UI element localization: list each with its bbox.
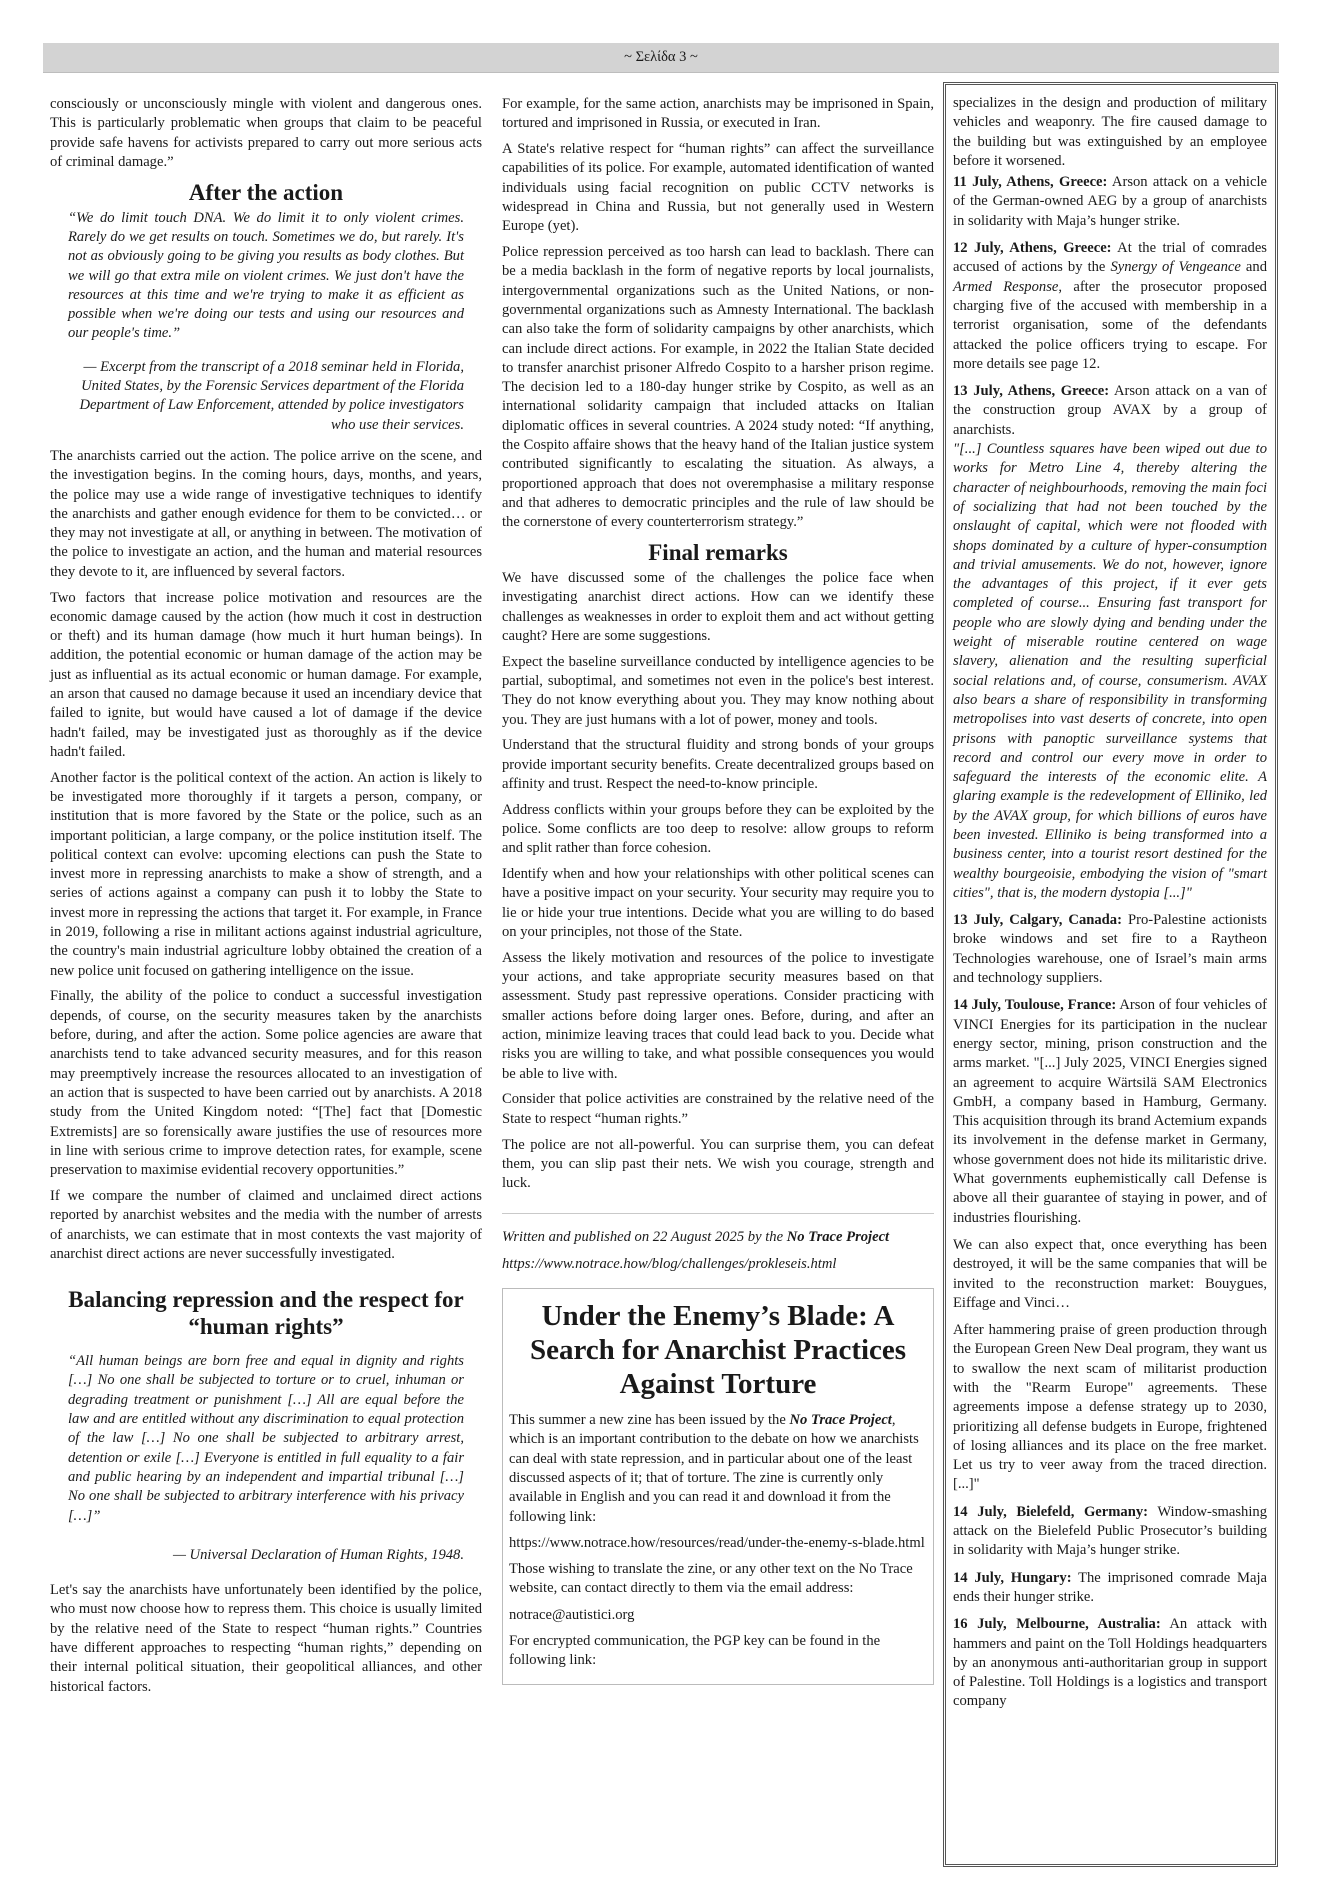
entry-date: 16 July, Melbourne, Australia: (953, 1616, 1161, 1633)
paragraph: Two factors that increase police motivation and resources are the economic damage caused by the action (how much it cost in destruction or theft) and its human damage (how much it hurt human beings). In addition, the potential economic or human damage of the action may be just as influential as its actual economic or human damage. For example, an arson that caused no damage because it used an incendiary device that failed to ignite, but would have caused a lot of damage if the device hadn't failed, may be investigated just as thoroughly as if the device hadn't failed. (50, 589, 482, 760)
quote-udhr: “All human beings are born free and equal in dignity and rights […] No one shall be subjected to torture or to cruel, inhuman or degrading treatment or punishment […] All are equal before the law and are entitled without any discrimination to equal protection of the law […] No one shall be subjected to arbitrary arrest, detention or exile […] Everyone is entitled in full equality to a fair and public hearing by an independent and impartial tribunal […] No one shall be subjected to arbitrary interference with his privacy […]” (68, 1353, 464, 1524)
paragraph: Police repression perceived as too harsh can lead to backlash. There can be a media backlash in the form of negative reports by local journalists, intergovernmental organizations such as the United Nations, or non-governmental organizations such as Amnesty International. The backlash can also take the form of solidarity campaigns by other anarchists, which can include direct actions. For example, in 2022 the Italian State decided to transfer anarchist prisoner Alfredo Cospito to a harsher prison regime. The decision led to a 180-day hunger strike by Cospito, as well as an international solidarity campaign that included attacks on Italian diplomatic offices in several countries. A 2024 study noted: “If anything, the Cospito affaire shows that the heavy hand of the Italian justice system contributed significantly to escalating the situation. As always, a proportioned approach that does not overemphasise a military response and that adheres to democratic principles and the rule of law should be the cornerstone of every counterterrorism strategy.” (502, 244, 934, 531)
zine-url[interactable]: https://www.notrace.how/resources/read/under-the-enemy-s-blade.html (509, 1534, 925, 1551)
entry-text: and (1240, 259, 1267, 276)
text-span: This summer a new zine has been issued by the (509, 1412, 786, 1429)
paragraph: Understand that the structural fluidity and strong bonds of your groups provide important security benefits. Create decentralized groups based on affinity and trust. Respect the need-to-know principle. (502, 737, 934, 792)
paragraph: We can also expect that, once everything has been destroyed, it will be the same companies that will be invited to the reconstruction market: Bouygues, Eiffage and Vinci… (953, 1236, 1267, 1311)
entry-text: At the trial of comrades accused of actions by the (953, 240, 1267, 276)
entry-group-name: Synergy of Vengeance (1110, 259, 1241, 276)
email-address[interactable]: notrace@autistici.org (509, 1606, 635, 1623)
paragraph: The anarchists carried out the action. The police arrive on the scene, and the investigation begins. In the coming hours, days, months, and years, the police may use a wide range of investigative techniques to identify the anarchists and gather enough evidence for them to be convicted… or they may not investigate at all, or anything in between. The motivation of the police to investigate an action, and the human and material resources they devote to it, are influenced by several factors. (50, 447, 482, 580)
heading-final-remarks: Final remarks (648, 540, 788, 566)
credit-text: Written and published on 22 August 2025 by the (502, 1229, 784, 1246)
page-header (43, 43, 1279, 73)
column-left (50, 95, 482, 1703)
paragraph: For example, for the same action, anarchists may be imprisoned in Spain, tortured and imprisoned in Russia, or executed in Iran. (502, 96, 934, 132)
chronicle-entry (953, 382, 1267, 440)
paragraph: Identify when and how your relationships with other political scenes can have a positive impact on your security. Your security may require you to lie or hide your true intentions. Decide what you are willing to do based on your principles, not those of the State. (502, 866, 934, 941)
entry-text: Arson of four vehicles of VINCI Energies for its participation in the nuclear energy sector, mining, prison construction and the arms market. "[...] July 2025, VINCI Energies signed an agreement to acquire Wärtsilä SAM Electronics GmbH, a company based in Hamburg, Germany. This acquisition through its brand Actemium expands its involvement in the defense market in Germany, whose government does not hide its militaristic drive. What governments euphemistically call Defense is above all their guarantee of staying in power, and of industries flourishing. (953, 997, 1267, 1226)
credit-org: No Trace Project (786, 1229, 890, 1246)
entry-date: 13 July, Calgary, Canada: (953, 912, 1122, 929)
entry-text: Window-smashing attack on the Bielefeld Public Prosecutor’s building in solidarity with Maja’s hunger strike. (953, 1503, 1267, 1559)
entry-date: 14 July, Toulouse, France: (953, 997, 1117, 1014)
paragraph: specializes in the design and production of military vehicles and weaponry. The fire caused damage to the building but was extinguished by an employee before it worsened. (953, 95, 1267, 169)
org-name: No Trace Project (789, 1412, 892, 1429)
chronicle-entry (953, 1615, 1267, 1711)
entry-date: 14 July, Bielefeld, Germany: (953, 1503, 1148, 1520)
paragraph: Those wishing to translate the zine, or any other text on the No Trace website, can contact directly to them via the email address: (509, 1561, 913, 1597)
chronicle-entry (953, 1503, 1267, 1561)
paragraph: After hammering praise of green production through the European Green New Deal program, they want us to swallow the next scam of militarist production with the "Rearm Europe" agreements. These agreements impose a defense strategy up to 2030, prioritizing all defense budgets in Europe, frightened of losing alliances and its place on the free market. Let us try to veer away from the traced direction. [...]" (953, 1322, 1267, 1493)
entry-date: 12 July, Athens, Greece: (953, 240, 1112, 257)
entry-text: , after the prosecutor proposed charging five of the accused with membership in a terrorist organisation, some of the defendants attacked the police officers trying to escape. For more details see page 12. (953, 278, 1267, 372)
entry-group-name: Armed Response (953, 278, 1059, 295)
paragraph: If we compare the number of claimed and unclaimed direct actions reported by anarchist websites and the media with the number of arrests of anarchists, we can estimate that in most contexts the vast majority of anarchist direct actions are never successfully investigated. (50, 1187, 482, 1262)
text-span: , which is an important contribution to the debate on how we anarchists can deal with state repression, and in particular about one of the least discussed aspects of it; that of torture. The zine is currently only available in English and you can read it and download it from the following link: (509, 1412, 919, 1525)
paragraph: Another factor is the political context of the action. An action is likely to be investigated more thoroughly if it targets a person, company, or institution that is more favored by the State or the police, such as an important politician, a large company, or the police institution itself. The political context can evolve: upcoming elections can push the State to invest more in repressing anarchists to make a show of strength, and a series of actions against a company can push it to lobby the State to invest more in repressing the actions that target it. For example, in France in 2019, following a rise in militant actions against industrial agriculture, the country's main industrial agriculture lobby obtained the creation of a new police unit focused on gathering intelligence on the issue. (50, 769, 482, 979)
quote-attribution: — Universal Declaration of Human Rights, 1948. (172, 1546, 464, 1563)
entry-text: The imprisoned comrade Maja ends their hunger strike. (953, 1569, 1267, 1605)
entry-text: Arson attack on a van of the construction group AVAX by a group of anarchists. (953, 383, 1267, 438)
paragraph: Finally, the ability of the police to conduct a successful investigation depends, of course, on the security measures taken by the anarchists before, during, and after the action. Some police agencies are aware that anarchists tend to take advanced security measures, and for this reason may preemptively increase the resources allocated to an investigation of an action that is suspected to have been carried out by anarchists. A 2018 study from the United Kingdom noted: “[The] fact that [Domestic Extremists] are so forensically aware justifies the use of resources more in line with serious crime to improve detection rates, for example, scene preservation to maximise evidential recovery opportunities.” (50, 988, 482, 1179)
entry-text: An attack with hammers and paint on the Toll Holdings headquarters by an anonymous anti-authoritarian group in support of Palestine. Toll Holdings is a logistics and transport company (953, 1616, 1267, 1710)
chronicle-entry (953, 173, 1267, 231)
entry-quote: "[...] Countless squares have been wiped out due to works for Metro Line 4, thereby altering the character of neighbourhoods, removing the main foci of socializing that had not been touched by the onslaught of capital, which were not flooded with shops dominated by a culture of hyper-consumption and trivial amusements. We do not, however, ignore the advantages of this project, if it ever gets completed of course... Ensuring fast transport for people who are slowly dying and bending under the weight of miserable routine centered on wage slavery, alienation and the resulting superficial social relations and, of course, consumerism. AVAX also bears a share of responsibility in transforming metropolises into vast deserts of concrete, into open prisons with panoptic surveillance systems that record and control our every move in order to safeguard the interests of the economic elite. A glaring example is the redevelopment of Elliniko, led by the AVAX group, for which billions of euros have been invested. Elliniko is being transformed into a business center, into a tourist resort destined for the wealthy bourgeoisie, embodying the vision of "smart cities", that is, the modern dystopia [...]" (953, 441, 1267, 901)
paragraph: For encrypted communication, the PGP key can be found in the following link: (509, 1633, 881, 1669)
heading-after-the-action: After the action (188, 179, 344, 205)
entry-date: 13 July, Athens, Greece: (953, 383, 1110, 400)
chronicle-entry (953, 911, 1267, 988)
paragraph: Address conflicts within your groups before they can be exploited by the police. Some conflicts are too deep to resolve: allow groups to reform and split rather than force cohesion. (502, 801, 934, 857)
paragraph (509, 1411, 927, 1527)
quote-fdle: “We do limit touch DNA. We do limit it to only violent crimes. Rarely do we get results on touch. Sometimes we do, but rarely. It's not as obviously going to be giving you results as body clothes. But we will go that extra mile on violent crimes. We just don't have the resources at this time and we're trying to make it as efficient as possible when we're doing our tests and using our resources and our people's time.” (68, 209, 464, 342)
page-number-label: ~ Σελίδα 3 ~ (624, 49, 698, 65)
heading-balancing-repression: Balancing repression and the respect for “human rights” (68, 1287, 464, 1340)
quote-attribution: — Excerpt from the transcript of a 2018 seminar held in Florida, United States, by the Forensic Services department of the Florida Department of Law Enforcement, attended by police investigators who use their services. (79, 358, 464, 433)
entry-text: Pro-Palestine actionists broke windows and set fire to a Raytheon Technologies warehouse, one of Israel’s main arms and technology suppliers. (953, 912, 1267, 987)
credit-url[interactable]: https://www.notrace.how/blog/challenges/prokleseis.html (502, 1255, 837, 1272)
paragraph: We have discussed some of the challenges the police face when investigating anarchist direct actions. How can we identify these challenges as weaknesses in order to exploit them and act without getting caught? Here are some suggestions. (502, 570, 934, 644)
chronicle-entry (953, 1569, 1267, 1608)
paragraph: Expect the baseline surveillance conducted by intelligence agencies to be partial, suboptimal, and sometimes not even in the police's best interest. They do not know everything about you. They may know nothing about you. They are just humans with a lot of power, money and tools. (502, 653, 934, 728)
entry-date: 11 July, Athens, Greece: (953, 174, 1108, 191)
paragraph: Consider that police activities are constrained by the relative need of the State to respect “human rights.” (502, 1091, 934, 1127)
paragraph: Let's say the anarchists have unfortunately been identified by the police, who must now choose how to repress them. This choice is usually limited by the relative need of the State to respect “human rights.” Countries have different approaches to respecting “human rights,” depending on their internal political situation, their geopolitical alliances, and other historical factors. (50, 1582, 482, 1695)
paragraph: The police are not all-powerful. You can surprise them, you can defeat them, you can slip past their nets. We wish you courage, strength and luck. (502, 1136, 934, 1192)
column-middle (502, 95, 934, 1685)
zine-title: Under the Enemy’s Blade: A Search for Anarchist Practices Against Torture (529, 1300, 907, 1401)
entry-text: Arson attack on a vehicle of the German-owned AEG by a group of anarchists in solidarity with Maja’s hunger strike. (953, 174, 1268, 229)
zine-announcement-box (502, 1288, 934, 1685)
paragraph: A State's relative respect for “human rights” can affect the surveillance capabilities of its police. For example, automated identification of wanted individuals using facial recognition on public CCTV networks is widespread in China and Russia, but not generally used in Western Europe (yet). (502, 141, 934, 235)
paragraph: Assess the likely motivation and resources of the police to investigate your actions, and take appropriate security measures based on that assessment. Study past repressive operations. Consider practicing with smaller actions before doing larger ones. Before, during, and after an action, minimize leaving traces that could lead back to you. Decide what risks you are willing to take, and what possible consequences you would be able to live with. (502, 949, 934, 1082)
paragraph: consciously or unconsciously mingle with violent and dangerous ones. This is particularly problematic when groups that claim to be peaceful provide safe havens for activists prepared to carry out more serious acts of criminal damage.” (50, 96, 482, 170)
chronicle-entry (953, 239, 1267, 374)
publication-credit (502, 1228, 934, 1247)
entry-date: 14 July, Hungary: (953, 1569, 1072, 1586)
chronicle-entry (953, 996, 1267, 1228)
divider (502, 1213, 934, 1214)
column-right-chronicle (943, 82, 1278, 1867)
